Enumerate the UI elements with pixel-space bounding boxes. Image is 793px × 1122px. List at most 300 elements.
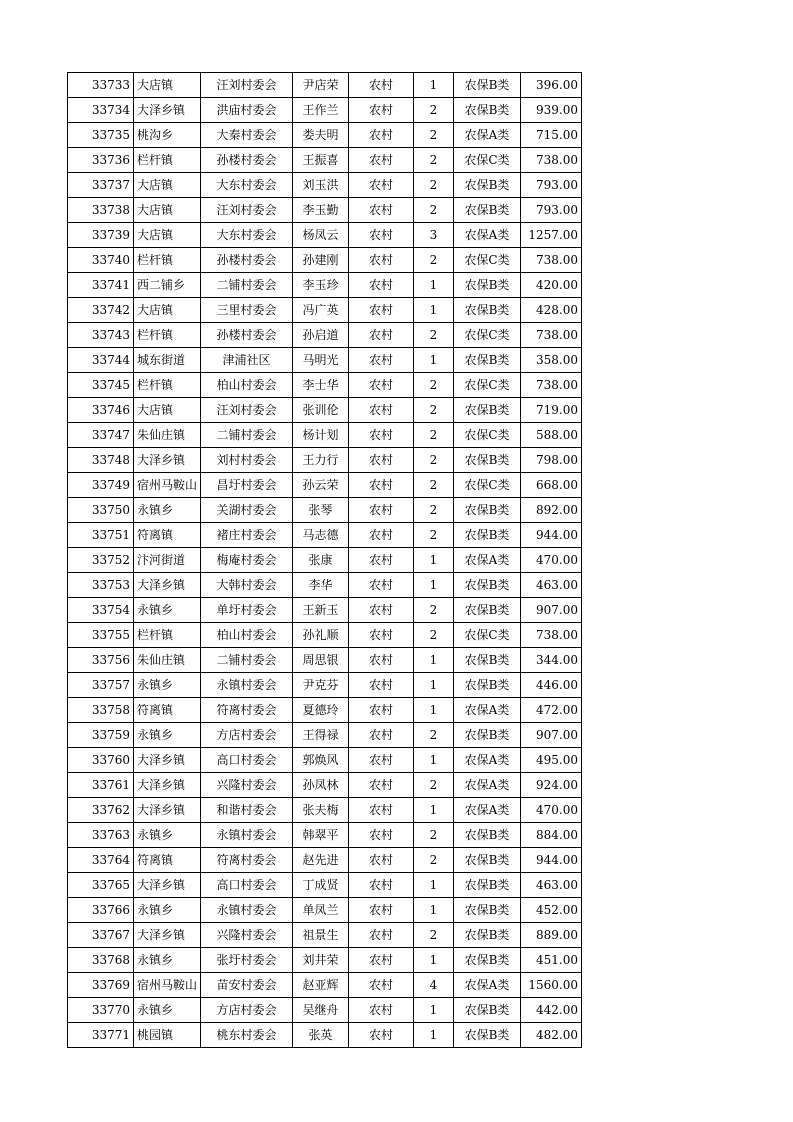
table-row <box>68 273 582 298</box>
residence-type-cell: 农村 <box>349 848 414 873</box>
table-row <box>68 498 582 523</box>
person-name-cell: 祖景生 <box>293 923 349 948</box>
residence-type-cell: 农村 <box>349 398 414 423</box>
village-committee-cell: 刘村村委会 <box>201 448 293 473</box>
record-id-cell: 33765 <box>68 873 134 898</box>
table-row <box>68 623 582 648</box>
residence-type-cell: 农村 <box>349 173 414 198</box>
residence-type-cell: 农村 <box>349 573 414 598</box>
person-name-cell: 赵先进 <box>293 848 349 873</box>
township-cell: 大店镇 <box>134 73 201 98</box>
amount-cell: 939.00 <box>521 98 582 123</box>
record-id-cell: 33750 <box>68 498 134 523</box>
household-count-cell: 2 <box>414 198 454 223</box>
township-cell: 永镇乡 <box>134 998 201 1023</box>
household-count-cell: 2 <box>414 598 454 623</box>
residence-type-cell: 农村 <box>349 473 414 498</box>
record-id-cell: 33762 <box>68 798 134 823</box>
amount-cell: 738.00 <box>521 148 582 173</box>
township-cell: 栏杆镇 <box>134 323 201 348</box>
village-committee-cell: 二铺村委会 <box>201 273 293 298</box>
village-committee-cell: 二铺村委会 <box>201 648 293 673</box>
table-row <box>68 123 582 148</box>
village-committee-cell: 洪庙村委会 <box>201 98 293 123</box>
person-name-cell: 吴继舟 <box>293 998 349 1023</box>
township-cell: 符离镇 <box>134 523 201 548</box>
household-count-cell: 1 <box>414 748 454 773</box>
village-committee-cell: 永镇村委会 <box>201 823 293 848</box>
person-name-cell: 王作兰 <box>293 98 349 123</box>
record-id-cell: 33768 <box>68 948 134 973</box>
table-row <box>68 598 582 623</box>
insurance-category-cell: 农保B类 <box>454 648 521 673</box>
residence-type-cell: 农村 <box>349 873 414 898</box>
benefits-table <box>67 72 582 1048</box>
residence-type-cell: 农村 <box>349 773 414 798</box>
insurance-category-cell: 农保A类 <box>454 223 521 248</box>
household-count-cell: 2 <box>414 523 454 548</box>
residence-type-cell: 农村 <box>349 673 414 698</box>
insurance-category-cell: 农保C类 <box>454 623 521 648</box>
table-row <box>68 173 582 198</box>
village-committee-cell: 三里村委会 <box>201 298 293 323</box>
village-committee-cell: 汪刘村委会 <box>201 198 293 223</box>
household-count-cell: 2 <box>414 498 454 523</box>
residence-type-cell: 农村 <box>349 548 414 573</box>
table-row <box>68 948 582 973</box>
record-id-cell: 33760 <box>68 748 134 773</box>
village-committee-cell: 关湖村委会 <box>201 498 293 523</box>
record-id-cell: 33751 <box>68 523 134 548</box>
amount-cell: 738.00 <box>521 248 582 273</box>
amount-cell: 588.00 <box>521 423 582 448</box>
table-row <box>68 648 582 673</box>
insurance-category-cell: 农保B类 <box>454 73 521 98</box>
household-count-cell: 1 <box>414 573 454 598</box>
household-count-cell: 2 <box>414 448 454 473</box>
township-cell: 大店镇 <box>134 398 201 423</box>
table-row <box>68 898 582 923</box>
amount-cell: 889.00 <box>521 923 582 948</box>
table-row <box>68 298 582 323</box>
record-id-cell: 33742 <box>68 298 134 323</box>
township-cell: 永镇乡 <box>134 498 201 523</box>
table-row <box>68 823 582 848</box>
table-row <box>68 748 582 773</box>
amount-cell: 715.00 <box>521 123 582 148</box>
record-id-cell: 33767 <box>68 923 134 948</box>
person-name-cell: 杨凤云 <box>293 223 349 248</box>
household-count-cell: 1 <box>414 798 454 823</box>
record-id-cell: 33741 <box>68 273 134 298</box>
household-count-cell: 1 <box>414 648 454 673</box>
residence-type-cell: 农村 <box>349 698 414 723</box>
record-id-cell: 33758 <box>68 698 134 723</box>
village-committee-cell: 汪刘村委会 <box>201 398 293 423</box>
person-name-cell: 马志德 <box>293 523 349 548</box>
amount-cell: 344.00 <box>521 648 582 673</box>
township-cell: 大店镇 <box>134 298 201 323</box>
table-row <box>68 523 582 548</box>
insurance-category-cell: 农保B类 <box>454 723 521 748</box>
person-name-cell: 张夫梅 <box>293 798 349 823</box>
township-cell: 大泽乡镇 <box>134 873 201 898</box>
person-name-cell: 王新玉 <box>293 598 349 623</box>
amount-cell: 428.00 <box>521 298 582 323</box>
household-count-cell: 1 <box>414 948 454 973</box>
person-name-cell: 李玉勤 <box>293 198 349 223</box>
township-cell: 大泽乡镇 <box>134 448 201 473</box>
residence-type-cell: 农村 <box>349 1023 414 1048</box>
household-count-cell: 2 <box>414 823 454 848</box>
table-row <box>68 773 582 798</box>
person-name-cell: 赵亚辉 <box>293 973 349 998</box>
household-count-cell: 2 <box>414 398 454 423</box>
insurance-category-cell: 农保B类 <box>454 173 521 198</box>
residence-type-cell: 农村 <box>349 148 414 173</box>
person-name-cell: 李玉珍 <box>293 273 349 298</box>
record-id-cell: 33756 <box>68 648 134 673</box>
residence-type-cell: 农村 <box>349 923 414 948</box>
insurance-category-cell: 农保B类 <box>454 1023 521 1048</box>
residence-type-cell: 农村 <box>349 598 414 623</box>
residence-type-cell: 农村 <box>349 623 414 648</box>
amount-cell: 452.00 <box>521 898 582 923</box>
record-id-cell: 33755 <box>68 623 134 648</box>
record-id-cell: 33757 <box>68 673 134 698</box>
record-id-cell: 33736 <box>68 148 134 173</box>
township-cell: 栏杆镇 <box>134 148 201 173</box>
person-name-cell: 王振喜 <box>293 148 349 173</box>
insurance-category-cell: 农保B类 <box>454 398 521 423</box>
table-row <box>68 923 582 948</box>
township-cell: 朱仙庄镇 <box>134 423 201 448</box>
insurance-category-cell: 农保A类 <box>454 548 521 573</box>
insurance-category-cell: 农保B类 <box>454 448 521 473</box>
household-count-cell: 1 <box>414 73 454 98</box>
person-name-cell: 孙建刚 <box>293 248 349 273</box>
township-cell: 大店镇 <box>134 173 201 198</box>
residence-type-cell: 农村 <box>349 123 414 148</box>
table-row <box>68 73 582 98</box>
village-committee-cell: 二铺村委会 <box>201 423 293 448</box>
household-count-cell: 2 <box>414 923 454 948</box>
township-cell: 城东街道 <box>134 348 201 373</box>
insurance-category-cell: 农保A类 <box>454 773 521 798</box>
amount-cell: 463.00 <box>521 873 582 898</box>
insurance-category-cell: 农保A类 <box>454 698 521 723</box>
person-name-cell: 王得禄 <box>293 723 349 748</box>
person-name-cell: 孙云荣 <box>293 473 349 498</box>
amount-cell: 495.00 <box>521 748 582 773</box>
table-row <box>68 198 582 223</box>
village-committee-cell: 符离村委会 <box>201 698 293 723</box>
household-count-cell: 1 <box>414 298 454 323</box>
person-name-cell: 张英 <box>293 1023 349 1048</box>
table-row <box>68 348 582 373</box>
village-committee-cell: 兴隆村委会 <box>201 923 293 948</box>
township-cell: 汴河街道 <box>134 548 201 573</box>
table-row <box>68 398 582 423</box>
township-cell: 永镇乡 <box>134 673 201 698</box>
township-cell: 符离镇 <box>134 698 201 723</box>
residence-type-cell: 农村 <box>349 523 414 548</box>
table-row <box>68 848 582 873</box>
village-committee-cell: 大韩村委会 <box>201 573 293 598</box>
household-count-cell: 1 <box>414 673 454 698</box>
village-committee-cell: 孙楼村委会 <box>201 148 293 173</box>
amount-cell: 892.00 <box>521 498 582 523</box>
village-committee-cell: 津浦社区 <box>201 348 293 373</box>
record-id-cell: 33748 <box>68 448 134 473</box>
village-committee-cell: 单圩村委会 <box>201 598 293 623</box>
table-row <box>68 873 582 898</box>
person-name-cell: 张训伦 <box>293 398 349 423</box>
village-committee-cell: 兴隆村委会 <box>201 773 293 798</box>
person-name-cell: 张琴 <box>293 498 349 523</box>
household-count-cell: 2 <box>414 123 454 148</box>
insurance-category-cell: 农保B类 <box>454 598 521 623</box>
table-row <box>68 323 582 348</box>
amount-cell: 1560.00 <box>521 973 582 998</box>
amount-cell: 798.00 <box>521 448 582 473</box>
household-count-cell: 2 <box>414 423 454 448</box>
insurance-category-cell: 农保C类 <box>454 323 521 348</box>
township-cell: 永镇乡 <box>134 948 201 973</box>
village-committee-cell: 孙楼村委会 <box>201 248 293 273</box>
table-row <box>68 98 582 123</box>
record-id-cell: 33738 <box>68 198 134 223</box>
person-name-cell: 刘玉洪 <box>293 173 349 198</box>
table-row <box>68 373 582 398</box>
table-row <box>68 423 582 448</box>
amount-cell: 358.00 <box>521 348 582 373</box>
table-row <box>68 248 582 273</box>
insurance-category-cell: 农保B类 <box>454 298 521 323</box>
residence-type-cell: 农村 <box>349 798 414 823</box>
person-name-cell: 丁成贤 <box>293 873 349 898</box>
record-id-cell: 33753 <box>68 573 134 598</box>
insurance-category-cell: 农保B类 <box>454 523 521 548</box>
household-count-cell: 3 <box>414 223 454 248</box>
insurance-category-cell: 农保B类 <box>454 673 521 698</box>
township-cell: 宿州马鞍山 <box>134 473 201 498</box>
amount-cell: 884.00 <box>521 823 582 848</box>
table-row <box>68 448 582 473</box>
amount-cell: 472.00 <box>521 698 582 723</box>
township-cell: 宿州马鞍山 <box>134 973 201 998</box>
township-cell: 永镇乡 <box>134 898 201 923</box>
household-count-cell: 1 <box>414 548 454 573</box>
household-count-cell: 2 <box>414 773 454 798</box>
record-id-cell: 33734 <box>68 98 134 123</box>
record-id-cell: 33747 <box>68 423 134 448</box>
township-cell: 桃沟乡 <box>134 123 201 148</box>
insurance-category-cell: 农保A类 <box>454 748 521 773</box>
insurance-category-cell: 农保A类 <box>454 798 521 823</box>
amount-cell: 482.00 <box>521 1023 582 1048</box>
residence-type-cell: 农村 <box>349 498 414 523</box>
household-count-cell: 2 <box>414 98 454 123</box>
record-id-cell: 33763 <box>68 823 134 848</box>
table-body <box>68 73 582 1048</box>
amount-cell: 793.00 <box>521 173 582 198</box>
amount-cell: 463.00 <box>521 573 582 598</box>
village-committee-cell: 孙楼村委会 <box>201 323 293 348</box>
household-count-cell: 2 <box>414 373 454 398</box>
village-committee-cell: 柏山村委会 <box>201 623 293 648</box>
residence-type-cell: 农村 <box>349 898 414 923</box>
township-cell: 大店镇 <box>134 198 201 223</box>
table-row <box>68 673 582 698</box>
record-id-cell: 33761 <box>68 773 134 798</box>
amount-cell: 420.00 <box>521 273 582 298</box>
person-name-cell: 刘井荣 <box>293 948 349 973</box>
insurance-category-cell: 农保B类 <box>454 948 521 973</box>
household-count-cell: 1 <box>414 898 454 923</box>
township-cell: 大泽乡镇 <box>134 923 201 948</box>
residence-type-cell: 农村 <box>349 98 414 123</box>
insurance-category-cell: 农保B类 <box>454 898 521 923</box>
table-row <box>68 573 582 598</box>
village-committee-cell: 桃东村委会 <box>201 1023 293 1048</box>
village-committee-cell: 大东村委会 <box>201 173 293 198</box>
insurance-category-cell: 农保C类 <box>454 423 521 448</box>
township-cell: 大泽乡镇 <box>134 773 201 798</box>
record-id-cell: 33739 <box>68 223 134 248</box>
person-name-cell: 孙启道 <box>293 323 349 348</box>
village-committee-cell: 苗安村委会 <box>201 973 293 998</box>
household-count-cell: 2 <box>414 623 454 648</box>
person-name-cell: 王力行 <box>293 448 349 473</box>
village-committee-cell: 方店村委会 <box>201 723 293 748</box>
record-id-cell: 33754 <box>68 598 134 623</box>
table-row <box>68 223 582 248</box>
village-committee-cell: 褚庄村委会 <box>201 523 293 548</box>
record-id-cell: 33735 <box>68 123 134 148</box>
amount-cell: 396.00 <box>521 73 582 98</box>
amount-cell: 451.00 <box>521 948 582 973</box>
village-committee-cell: 汪刘村委会 <box>201 73 293 98</box>
residence-type-cell: 农村 <box>349 298 414 323</box>
table-row <box>68 148 582 173</box>
person-name-cell: 娄夫明 <box>293 123 349 148</box>
residence-type-cell: 农村 <box>349 423 414 448</box>
insurance-category-cell: 农保C类 <box>454 148 521 173</box>
amount-cell: 793.00 <box>521 198 582 223</box>
record-id-cell: 33752 <box>68 548 134 573</box>
township-cell: 朱仙庄镇 <box>134 648 201 673</box>
residence-type-cell: 农村 <box>349 648 414 673</box>
township-cell: 大泽乡镇 <box>134 798 201 823</box>
insurance-category-cell: 农保B类 <box>454 873 521 898</box>
person-name-cell: 张康 <box>293 548 349 573</box>
record-id-cell: 33743 <box>68 323 134 348</box>
household-count-cell: 1 <box>414 1023 454 1048</box>
record-id-cell: 33771 <box>68 1023 134 1048</box>
township-cell: 永镇乡 <box>134 723 201 748</box>
village-committee-cell: 方店村委会 <box>201 998 293 1023</box>
village-committee-cell: 柏山村委会 <box>201 373 293 398</box>
township-cell: 符离镇 <box>134 848 201 873</box>
township-cell: 栏杆镇 <box>134 373 201 398</box>
amount-cell: 446.00 <box>521 673 582 698</box>
person-name-cell: 李士华 <box>293 373 349 398</box>
person-name-cell: 孙礼顺 <box>293 623 349 648</box>
amount-cell: 738.00 <box>521 373 582 398</box>
record-id-cell: 33744 <box>68 348 134 373</box>
household-count-cell: 4 <box>414 973 454 998</box>
insurance-category-cell: 农保B类 <box>454 348 521 373</box>
amount-cell: 470.00 <box>521 548 582 573</box>
record-id-cell: 33749 <box>68 473 134 498</box>
township-cell: 大泽乡镇 <box>134 98 201 123</box>
insurance-category-cell: 农保B类 <box>454 573 521 598</box>
household-count-cell: 2 <box>414 173 454 198</box>
person-name-cell: 李华 <box>293 573 349 598</box>
township-cell: 栏杆镇 <box>134 248 201 273</box>
insurance-category-cell: 农保A类 <box>454 973 521 998</box>
village-committee-cell: 永镇村委会 <box>201 673 293 698</box>
record-id-cell: 33745 <box>68 373 134 398</box>
record-id-cell: 33764 <box>68 848 134 873</box>
household-count-cell: 1 <box>414 873 454 898</box>
insurance-category-cell: 农保B类 <box>454 823 521 848</box>
record-id-cell: 33770 <box>68 998 134 1023</box>
amount-cell: 907.00 <box>521 723 582 748</box>
residence-type-cell: 农村 <box>349 373 414 398</box>
insurance-category-cell: 农保B类 <box>454 998 521 1023</box>
person-name-cell: 马明光 <box>293 348 349 373</box>
residence-type-cell: 农村 <box>349 323 414 348</box>
household-count-cell: 1 <box>414 273 454 298</box>
residence-type-cell: 农村 <box>349 723 414 748</box>
table-row <box>68 548 582 573</box>
person-name-cell: 孙凤林 <box>293 773 349 798</box>
insurance-category-cell: 农保B类 <box>454 848 521 873</box>
residence-type-cell: 农村 <box>349 348 414 373</box>
village-committee-cell: 梅庵村委会 <box>201 548 293 573</box>
person-name-cell: 郭焕风 <box>293 748 349 773</box>
household-count-cell: 2 <box>414 848 454 873</box>
household-count-cell: 1 <box>414 698 454 723</box>
record-id-cell: 33740 <box>68 248 134 273</box>
insurance-category-cell: 农保B类 <box>454 923 521 948</box>
township-cell: 大泽乡镇 <box>134 748 201 773</box>
village-committee-cell: 张圩村委会 <box>201 948 293 973</box>
residence-type-cell: 农村 <box>349 748 414 773</box>
amount-cell: 907.00 <box>521 598 582 623</box>
table-row <box>68 723 582 748</box>
amount-cell: 738.00 <box>521 623 582 648</box>
table-row <box>68 698 582 723</box>
insurance-category-cell: 农保B类 <box>454 273 521 298</box>
residence-type-cell: 农村 <box>349 248 414 273</box>
township-cell: 栏杆镇 <box>134 623 201 648</box>
record-id-cell: 33766 <box>68 898 134 923</box>
household-count-cell: 2 <box>414 323 454 348</box>
residence-type-cell: 农村 <box>349 823 414 848</box>
record-id-cell: 33737 <box>68 173 134 198</box>
amount-cell: 738.00 <box>521 323 582 348</box>
amount-cell: 442.00 <box>521 998 582 1023</box>
person-name-cell: 冯广英 <box>293 298 349 323</box>
person-name-cell: 尹克芬 <box>293 673 349 698</box>
household-count-cell: 1 <box>414 348 454 373</box>
township-cell: 西二铺乡 <box>134 273 201 298</box>
village-committee-cell: 昌圩村委会 <box>201 473 293 498</box>
amount-cell: 944.00 <box>521 848 582 873</box>
